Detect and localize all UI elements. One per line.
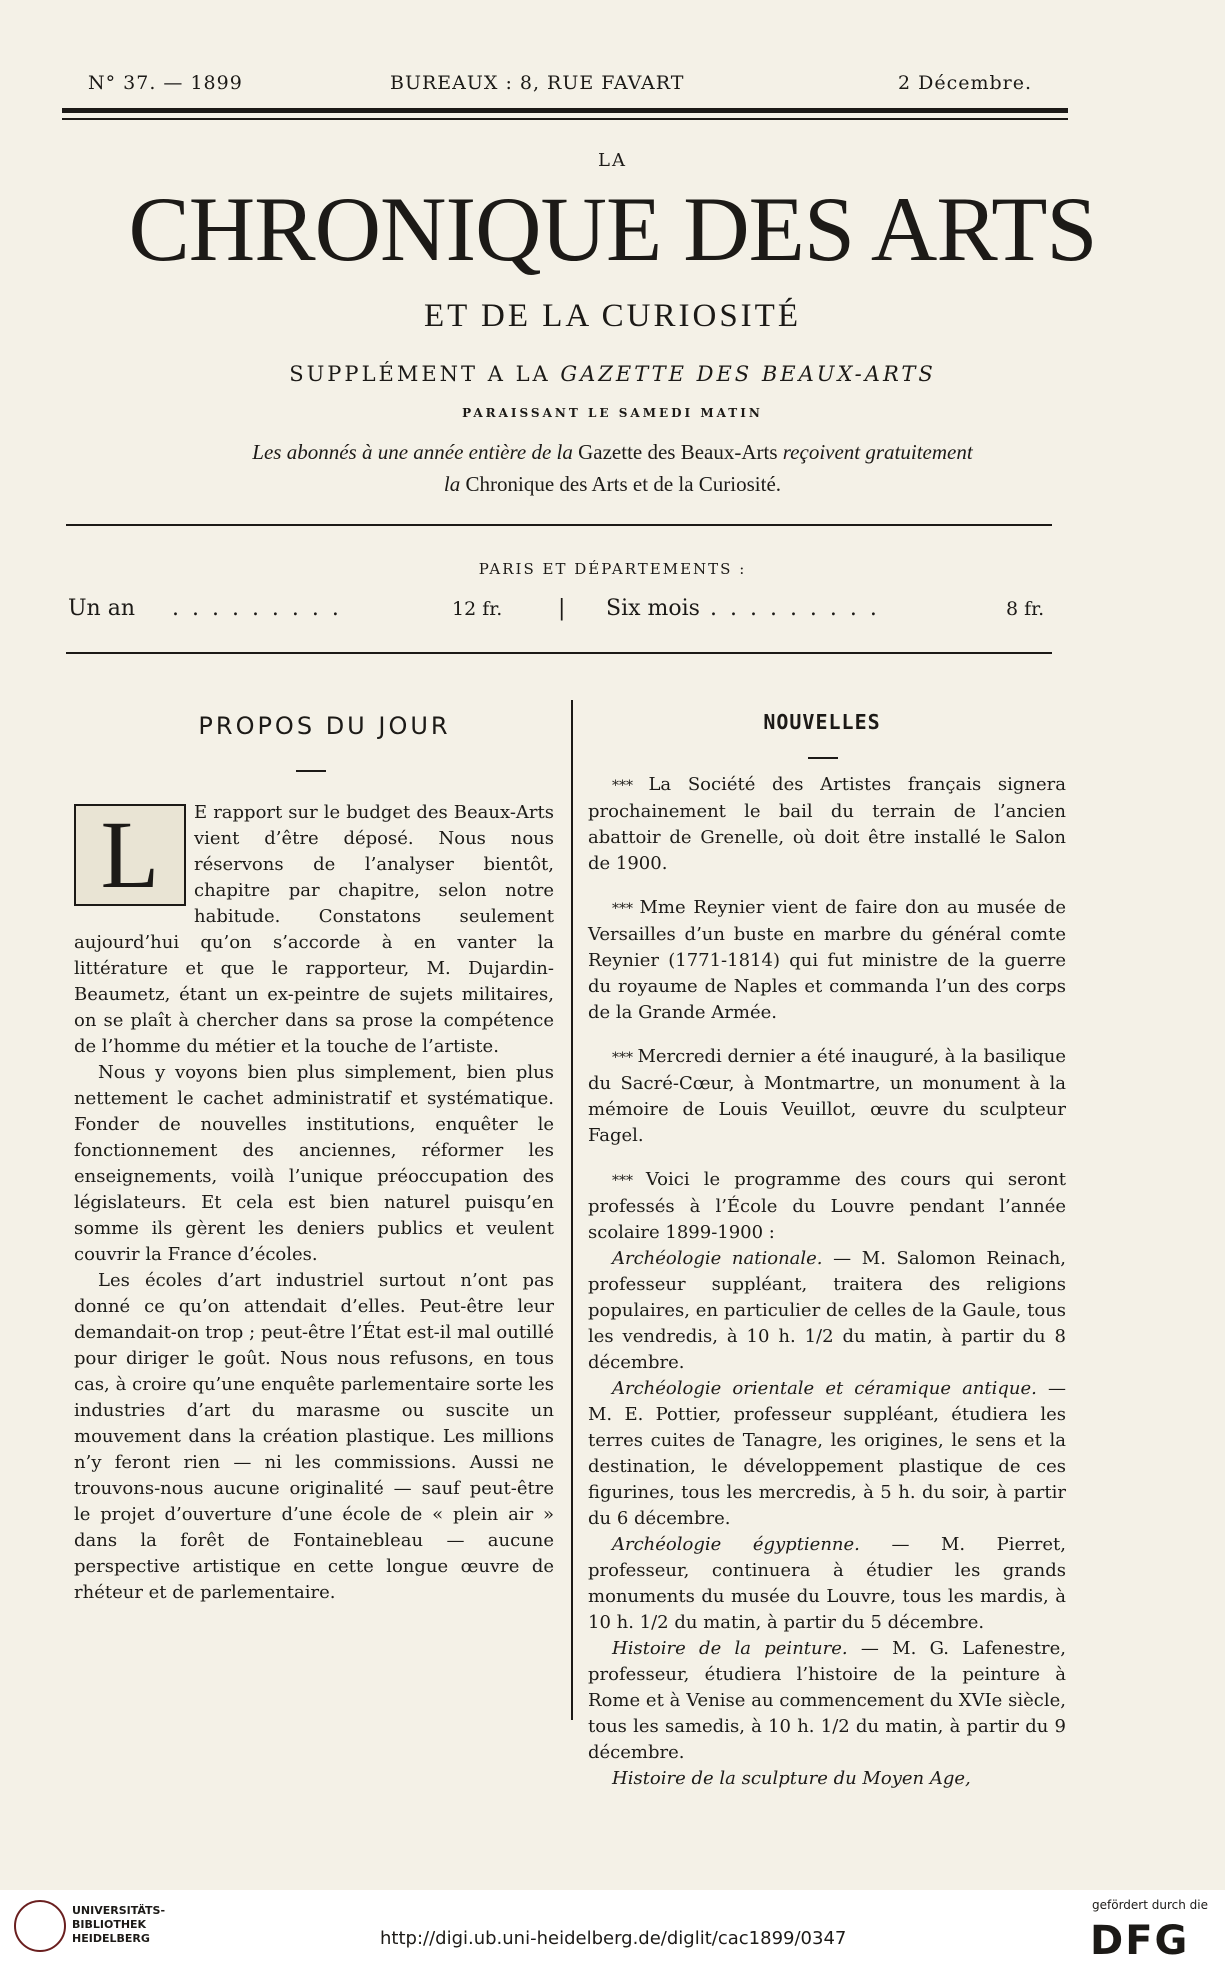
news-item-1 [588,772,1066,877]
cours-title-3: Archéologie égyptienne. [612,1534,860,1555]
prix-rule [66,652,1052,654]
news-text-2: Mme Reynier vient de faire don au musée de Versailles d’un buste en marbre du général comte Reynier (1771-1814) qui fut ministre de la guerre du royaume de Naples et commanda l’un des corps de la Grande Armée. [588,897,1066,1023]
header-rule [62,108,1068,113]
news-item-2 [588,895,1066,1026]
cours-archeologie-orientale [588,1376,1066,1532]
supplement-line [0,362,1225,386]
university-line-1: UNIVERSITÄTS- [72,1904,166,1917]
news-text-4: Voici le programme des cours qui seront professés à l’École du Louvre pendant l’année scolaire 1899-1900 : [588,1169,1066,1243]
news-item-4 [588,1167,1066,1246]
asterism: *** [612,901,640,917]
masthead-subtitle: ET DE LA CURIOSITÉ [424,298,801,334]
university-line-3: HEIDELBERG [72,1932,150,1945]
issue-number: N° 37. — 1899 [88,72,243,94]
abonnes-line-1 [0,440,1225,465]
asterism: *** [612,1173,646,1189]
masthead-la: LA [598,150,627,171]
cours-title-5: Histoire de la sculpture du Moyen Age, [612,1768,971,1789]
library-footer [0,1890,1225,1975]
header-rule-thin [62,118,1068,120]
funded-by-label: gefördert durch die [1092,1898,1208,1912]
issue-date: 2 Décembre. [898,72,1033,94]
abonnes-1a: Les abonnés à une année entière de la [252,440,579,464]
abonnes-2b: Chronique des Arts et de la Curiosité. [465,472,782,496]
abonnes-1c: reçoivent gratuitement [777,440,973,464]
propos-paragraph-3: Les écoles d’art industriel surtout n’ont pas donné ce qu’on attendait d’elles. Peut-être leur demandait-on trop ; peut-être l’État est-il mal outillé pour diriger le goût. Nous nous refusons, en tous cas, à croire qu’une enquête parlementaire sorte les industries d’art du marasme ou suscite un mouvement dans la création plastique. Les millions n’y feront rien — ni les commissions. Aussi ne trouvons-nous aucune originalité — sauf peut-être le projet d’ouverture d’une école de « plein air » dans la forêt de Fontainebleau — aucune perspective artistique en cette longue œuvre de rhéteur et de parlementaire. [74,1270,554,1603]
bureaux-address: BUREAUX : 8, RUE FAVART [390,72,685,94]
propos-du-jour-title: PROPOS DU JOUR [198,712,451,740]
cours-archeologie-egyptienne [588,1532,1066,1636]
cours-text-2: — M. E. Pottier, professeur suppléant, étudiera les terres cuites de Tanagre, les origines, le sens et la destination, le développement plastique de ces figurines, tous les mercredis, à 5 h. du soir, à partir du 6 décembre. [588,1378,1066,1529]
propos-paragraph-2: Nous y voyons bien plus simplement, bien plus nettement le cachet administratif et systématique. Fonder de nouvelles institutions, enquêter le fonctionnement des anciennes, réformer les enseignements, voilà l’unique préoccupation des législateurs. Et cela est bien naturel puisqu’en somme ils gèrent les deniers publics et veulent couvrir la France d’écoles. [74,1062,554,1265]
parution-line: PARAISSANT LE SAMEDI MATIN [462,406,763,420]
prix-six-price: 8 fr. [1006,598,1045,620]
prix-an-price: 12 fr. [452,598,503,620]
nouvelles-title: NOUVELLES [763,710,881,734]
title-dash-left [296,770,326,772]
cours-title-4: Histoire de la peinture. [612,1638,848,1659]
news-text-1: La Société des Artistes français signera prochainement le bail du terrain de l’ancien abattoir de Grenelle, où doit être installé le Salon de 1900. [588,774,1067,874]
propos-paragraph-1 [74,800,554,1060]
university-seal-icon [14,1900,64,1956]
prix-six-dots: . . . . . . . . . [710,596,880,621]
prix-heading: PARIS ET DÉPARTEMENTS : [478,560,747,578]
masthead-title: CHRONIQUE DES ARTS [128,178,1097,280]
news-text-3: Mercredi dernier a été inauguré, à la basilique du Sacré-Cœur, à Montmartre, un monument à la mémoire de Louis Veuillot, œuvre du sculpteur Fagel. [588,1046,1066,1146]
news-item-3 [588,1044,1066,1149]
abonnes-2a: la [443,472,466,496]
prix-separator: | [558,596,566,621]
cours-title-1: Archéologie nationale. [612,1248,823,1269]
cours-histoire-peinture [588,1636,1066,1766]
abonnes-line-2 [0,472,1225,497]
column-divider [571,700,573,1720]
cours-text-3: — M. Pierret, professeur, continuera à étudier les grands monuments du musée du Louvre, tous les mardis, à 10 h. 1/2 du matin, à partir du 5 décembre. [588,1534,1066,1633]
supplement-gazette: GAZETTE DES BEAUX-ARTS [560,362,936,386]
cours-text-4: — M. G. Lafenestre, professeur, étudiera l’histoire de la peinture à Rome et à Venise au commencement du XVIe siècle, tous les samedis, à 10 h. 1/2 du matin, à partir du 9 décembre. [588,1638,1066,1763]
university-name [72,1904,165,1946]
cours-title-2: Archéologie orientale et céramique antique. [612,1378,1037,1399]
title-dash-right [808,757,838,759]
cours-text-1: — M. Salomon Reinach, professeur suppléant, traitera des religions populaires, en particulier de celles de la Gaule, tous les vendredis, à 10 h. 1/2 du matin, à partir du 8 décembre. [588,1248,1067,1373]
supplement-prefix: SUPPLÉMENT A LA [289,362,561,386]
prix-six-label: Six mois [606,596,700,621]
right-column [588,764,1066,1792]
cours-archeologie-nationale [588,1246,1066,1376]
cours-histoire-sculpture [588,1766,1066,1792]
prix-an-label: Un an [68,596,135,621]
source-url-link[interactable]: http://digi.ub.uni-heidelberg.de/diglit/cac1899/0347 [380,1928,847,1949]
asterism: *** [612,778,649,794]
asterism: *** [612,1050,638,1066]
prix-an-dots: . . . . . . . . . [172,596,342,621]
propos-text-1: E rapport sur le budget des Beaux-Arts vient d’être déposé. Nous nous réservons de l’analyser bientôt, chapitre par chapitre, selon notre habitude. Constatons seulement aujourd’hui qu’on s’accorde à en vanter la littérature et que le rapporteur, M. Dujardin-Beaumetz, étant un ex-peintre de sujets militaires, on se plaît à chercher dans sa prose la compétence de l’homme du métier et la touche de l’artiste. [74,802,554,1057]
dfg-logo: DFG [1090,1918,1190,1964]
masthead-rule [66,524,1052,526]
dropcap-letter: L [74,804,186,906]
left-column [74,800,554,1606]
abonnes-1b: Gazette des Beaux-Arts [578,440,778,464]
university-line-2: BIBLIOTHEK [72,1918,147,1931]
